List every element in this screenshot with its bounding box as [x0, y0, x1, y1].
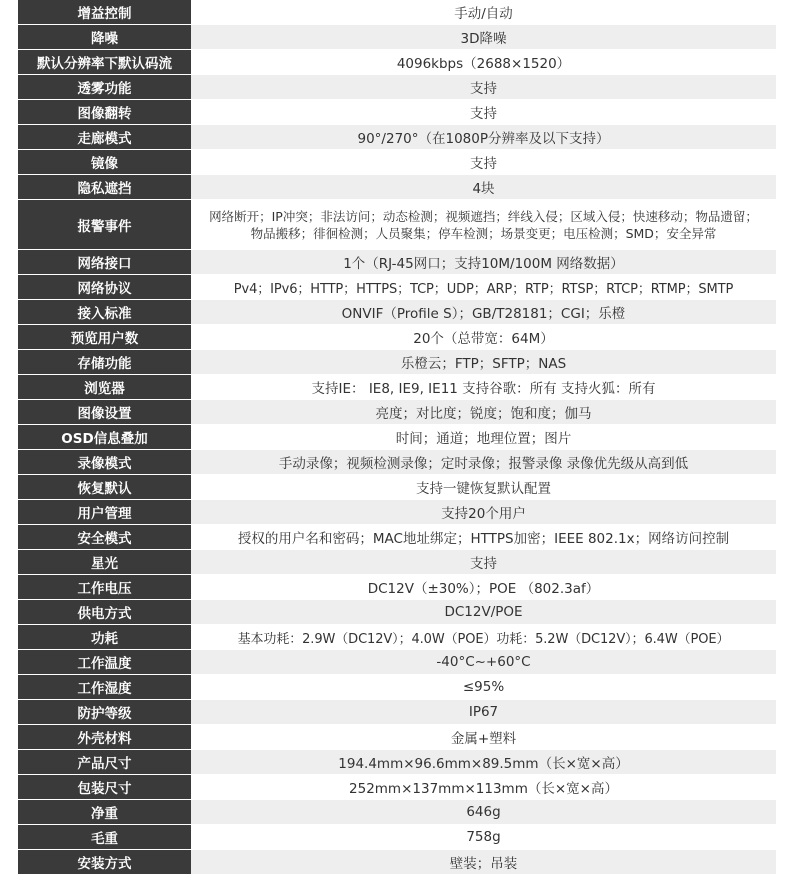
spec-value: 时间；通道；地理位置；图片	[191, 425, 776, 449]
spec-row-alarm-events	[18, 200, 776, 250]
spec-value: 758g	[191, 825, 776, 849]
spec-label: 净重	[18, 800, 191, 824]
spec-label: 网络协议	[18, 275, 191, 299]
spec-label: 安全模式	[18, 525, 191, 549]
spec-row-osd-overlay	[18, 425, 776, 450]
spec-label: 报警事件	[18, 200, 191, 249]
spec-row-browser	[18, 375, 776, 400]
spec-row-mirror	[18, 150, 776, 175]
spec-value: 194.4mm×96.6mm×89.5mm（长×宽×高）	[191, 750, 776, 774]
spec-row-power-consumption	[18, 625, 776, 650]
spec-row-working-temperature	[18, 650, 776, 675]
spec-value: DC12V（±30%）；POE （802.3af）	[191, 575, 776, 599]
spec-value: DC12V/POE	[191, 600, 776, 624]
spec-row-housing-material	[18, 725, 776, 750]
spec-value: 646g	[191, 800, 776, 824]
spec-value: 252mm×137mm×113mm（长×宽×高）	[191, 775, 776, 799]
spec-value: ONVIF（Profile S）；GB/T28181；CGI；乐橙	[191, 300, 776, 324]
spec-label: 隐私遮挡	[18, 175, 191, 199]
spec-label: 安装方式	[18, 850, 191, 874]
spec-row-protection-level	[18, 700, 776, 725]
spec-value: 授权的用户名和密码；MAC地址绑定；HTTPS加密；IEEE 802.1x；网络访问控制	[191, 525, 776, 549]
spec-row-noise-reduction	[18, 25, 776, 50]
spec-row-installation	[18, 850, 776, 875]
spec-value: 金属+塑料	[191, 725, 776, 749]
spec-row-user-management	[18, 500, 776, 525]
spec-label: 浏览器	[18, 375, 191, 399]
spec-label: 接入标准	[18, 300, 191, 324]
spec-value: -40°C~+60°C	[191, 650, 776, 674]
spec-row-package-size	[18, 775, 776, 800]
spec-value: 支持20个用户	[191, 500, 776, 524]
spec-label: 供电方式	[18, 600, 191, 624]
spec-row-starlight	[18, 550, 776, 575]
spec-row-power-supply	[18, 600, 776, 625]
spec-value: 支持	[191, 150, 776, 174]
spec-row-network-port	[18, 250, 776, 275]
spec-label: 毛重	[18, 825, 191, 849]
spec-value: 支持	[191, 100, 776, 124]
spec-label: 镜像	[18, 150, 191, 174]
spec-label: 恢复默认	[18, 475, 191, 499]
spec-label: 防护等级	[18, 700, 191, 724]
spec-value: 支持一键恢复默认配置	[191, 475, 776, 499]
spec-value: 手动/自动	[191, 0, 776, 24]
spec-row-default-bitrate	[18, 50, 776, 75]
spec-row-privacy-mask	[18, 175, 776, 200]
spec-row-image-settings	[18, 400, 776, 425]
spec-label: 工作温度	[18, 650, 191, 674]
spec-label: 产品尺寸	[18, 750, 191, 774]
spec-value: 1个（RJ-45网口；支持10M/100M 网络数据）	[191, 250, 776, 274]
spec-value: 支持IE： IE8, IE9, IE11 支持谷歌：所有 支持火狐：所有	[191, 375, 776, 399]
spec-value: 4块	[191, 175, 776, 199]
spec-row-working-voltage	[18, 575, 776, 600]
spec-label: 预览用户数	[18, 325, 191, 349]
spec-value: 亮度；对比度；锐度；饱和度；伽马	[191, 400, 776, 424]
spec-label: 降噪	[18, 25, 191, 49]
spec-label: 透雾功能	[18, 75, 191, 99]
spec-row-product-size	[18, 750, 776, 775]
spec-label: 工作湿度	[18, 675, 191, 699]
spec-value: 网络断开；IP冲突；非法访问；动态检测；视频遮挡；绊线入侵；区域入侵；快速移动；物品遗留；物品搬移；徘徊检测；人员聚集；停车检测；场景变更；电压检测；SMD；安全异常	[191, 200, 776, 249]
spec-row-image-flip	[18, 100, 776, 125]
spec-label: 外壳材料	[18, 725, 191, 749]
spec-row-security-mode	[18, 525, 776, 550]
spec-value: 基本功耗：2.9W（DC12V）；4.0W（POE）功耗：5.2W（DC12V）；6.4W（POE）	[191, 625, 776, 649]
spec-row-gross-weight	[18, 825, 776, 850]
spec-value: 4096kbps（2688×1520）	[191, 50, 776, 74]
spec-label: 包装尺寸	[18, 775, 191, 799]
spec-value: 90°/270°（在1080P分辨率及以下支持）	[191, 125, 776, 149]
spec-label: 星光	[18, 550, 191, 574]
spec-label: 走廊模式	[18, 125, 191, 149]
spec-row-corridor-mode	[18, 125, 776, 150]
spec-label: 图像设置	[18, 400, 191, 424]
spec-row-working-humidity	[18, 675, 776, 700]
spec-label: OSD信息叠加	[18, 425, 191, 449]
spec-value: 支持	[191, 550, 776, 574]
spec-value: Pv4；IPv6；HTTP；HTTPS；TCP；UDP；ARP；RTP；RTSP；RTCP；RTMP；SMTP	[191, 275, 776, 299]
spec-label: 网络接口	[18, 250, 191, 274]
spec-value: 3D降噪	[191, 25, 776, 49]
spec-label: 存储功能	[18, 350, 191, 374]
spec-row-defog	[18, 75, 776, 100]
spec-value: 20个（总带宽：64M）	[191, 325, 776, 349]
spec-label: 增益控制	[18, 0, 191, 24]
spec-row-gain-control	[18, 0, 776, 25]
spec-label: 工作电压	[18, 575, 191, 599]
spec-row-access-standard	[18, 300, 776, 325]
spec-row-net-weight	[18, 800, 776, 825]
spec-value: 支持	[191, 75, 776, 99]
spec-row-record-mode	[18, 450, 776, 475]
spec-label: 功耗	[18, 625, 191, 649]
spec-row-preview-users	[18, 325, 776, 350]
spec-value: IP67	[191, 700, 776, 724]
spec-label: 图像翻转	[18, 100, 191, 124]
spec-label: 默认分辨率下默认码流	[18, 50, 191, 74]
spec-row-restore-default	[18, 475, 776, 500]
spec-value: 壁装；吊装	[191, 850, 776, 874]
spec-value: 乐橙云；FTP；SFTP；NAS	[191, 350, 776, 374]
spec-table	[18, 0, 776, 875]
spec-row-storage	[18, 350, 776, 375]
spec-row-network-protocol	[18, 275, 776, 300]
spec-value: ≤95%	[191, 675, 776, 699]
spec-label: 录像模式	[18, 450, 191, 474]
spec-value: 手动录像；视频检测录像；定时录像；报警录像 录像优先级从高到低	[191, 450, 776, 474]
spec-label: 用户管理	[18, 500, 191, 524]
